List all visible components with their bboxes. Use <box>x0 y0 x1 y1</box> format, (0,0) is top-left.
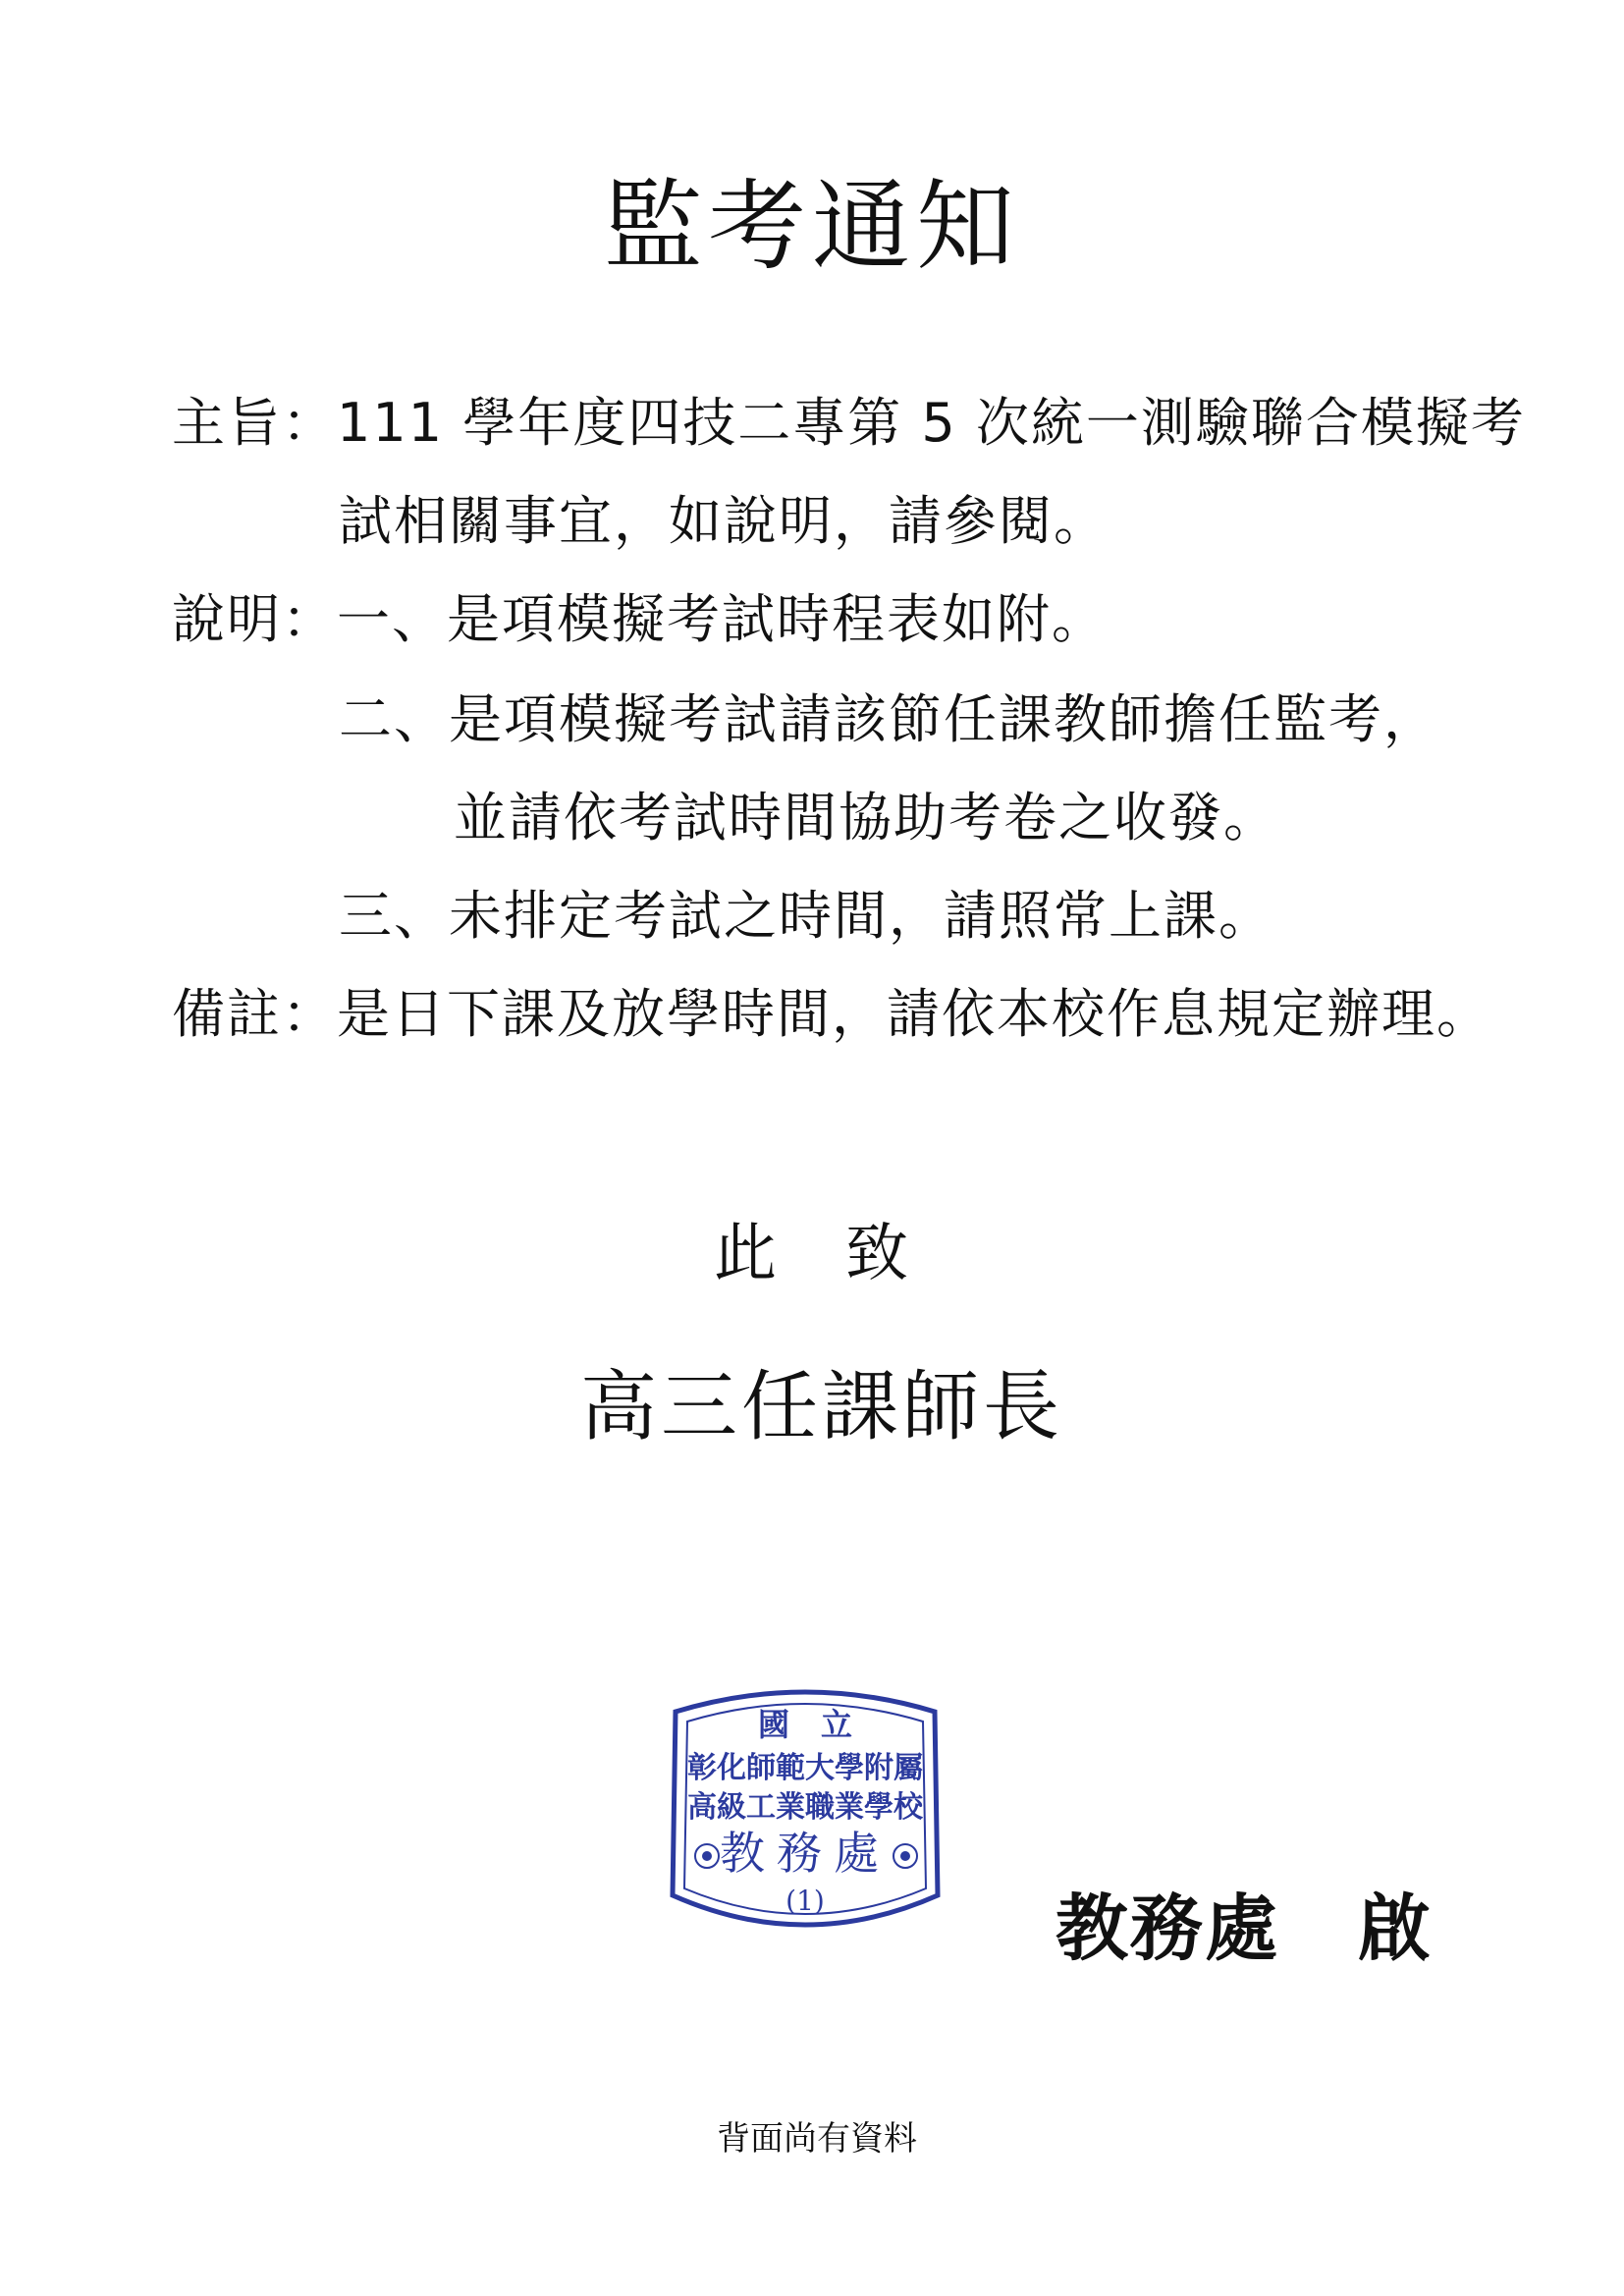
official-stamp <box>648 1674 962 1944</box>
footer-note: 背面尚有資料 <box>717 2119 917 2159</box>
stamp-line-3: 高級工業職業學校 <box>687 1790 923 1825</box>
salutation-word-1: 此 <box>714 1218 777 1290</box>
recipients: 高三任課師長 <box>579 1363 1063 1451</box>
explanation-item-1: 說明：一、是項模擬考試時程表如附。 <box>172 588 1107 650</box>
stamp-line-4: 教務處 <box>720 1827 891 1880</box>
explanation-item-3: 三、未排定考試之時間，請照常上課。 <box>339 885 1273 947</box>
salutation-word-2: 致 <box>845 1218 908 1290</box>
sender-closing: 啟 <box>1358 1886 1433 1971</box>
stamp-line-1: 國 立 <box>757 1706 853 1743</box>
stamp-line-2: 彰化師範大學附屬 <box>687 1751 923 1785</box>
sender-signature <box>1056 1871 1433 1975</box>
remark-line: 備註：是日下課及放學時間，請依本校作息規定辦理。 <box>172 983 1491 1045</box>
stamp-line-5: (1) <box>785 1885 825 1917</box>
document-title: 監考通知 <box>604 169 1020 284</box>
subject-line-2: 試相關事宜，如說明，請參閱。 <box>339 490 1109 552</box>
stamp-graphic <box>648 1674 962 1944</box>
sender-office: 教務處 <box>1056 1886 1279 1971</box>
plum-blossom-icon-left <box>695 1844 719 1868</box>
explanation-item-2-line-2: 並請依考試時間協助考卷之收發。 <box>454 787 1278 848</box>
salutation <box>714 1203 908 1293</box>
subject-line-1: 主旨：111 學年度四技二專第 5 次統一測驗聯合模擬考 <box>172 392 1526 454</box>
plum-blossom-icon-right <box>893 1844 917 1868</box>
explanation-item-2-line-1: 二、是項模擬考試請該節任課教師擔任監考， <box>339 688 1438 750</box>
